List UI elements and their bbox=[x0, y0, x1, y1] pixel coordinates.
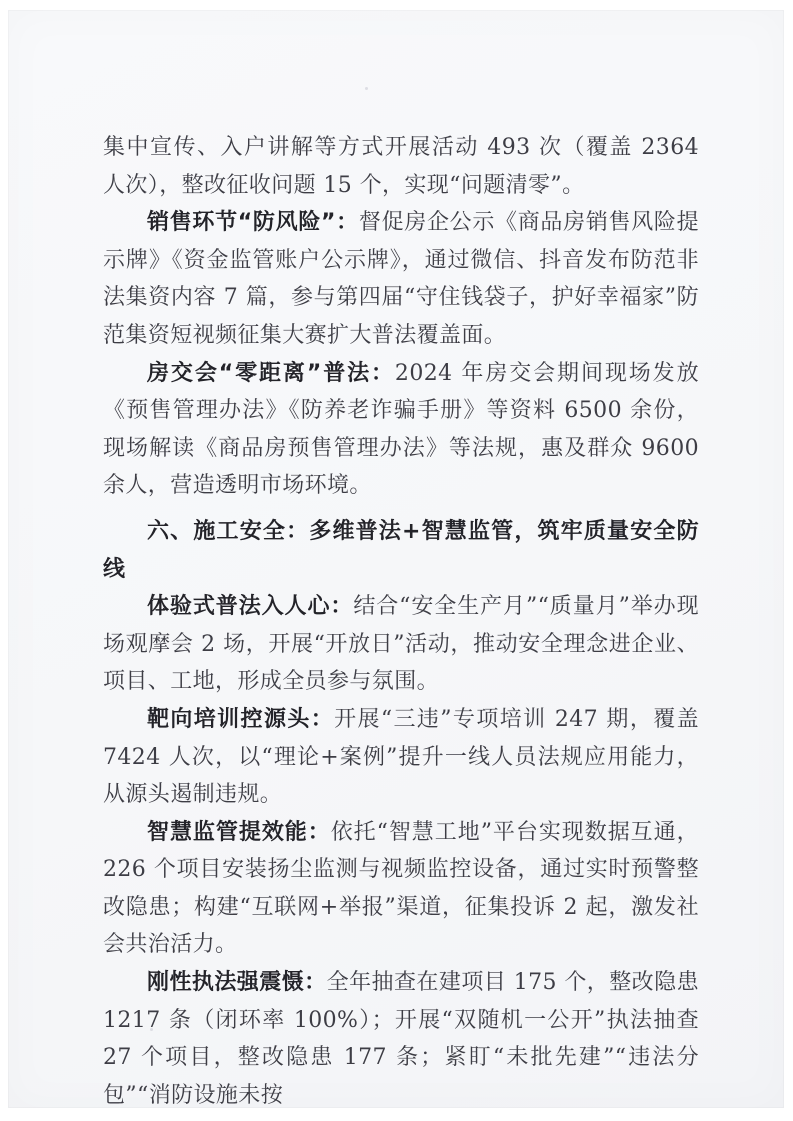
paragraph-text: 依托“智慧工地”平台实现数据互通，226 个项目安装扬尘监测与视频监控设备，通过实时预警整改隐患；构建“互联网+举报”渠道，征集投诉 2 起，激发社会共治活力。 bbox=[103, 819, 699, 958]
paragraph-lead-text: 六、施工安全：多维普法+智慧监管，筑牢质量安全防线 bbox=[103, 518, 699, 582]
paragraph bbox=[103, 355, 699, 505]
scan-speck bbox=[365, 87, 368, 90]
scanned-document-page bbox=[8, 10, 784, 1108]
paragraph-lead-text: 刚性执法强震慑： bbox=[147, 970, 327, 996]
document-text bbox=[103, 129, 699, 1114]
paragraph bbox=[103, 964, 699, 1114]
paragraph-lead-text: 体验式普法入人心： bbox=[147, 594, 354, 620]
paragraph-text: 开展“三违”专项培训 247 期，覆盖 7424 人次，以“理论+案例”提升一线人员法规应用能力，从源头遏制违规。 bbox=[103, 706, 699, 808]
paragraph-text: 督促房企公示《商品房销售风险提示牌》《资金监管账户公示牌》，通过微信、抖音发布防范非法集资内容 7 篇，参与第四届“守住钱袋子，护好幸福家”防范集资短视频征集大赛扩大普法覆盖面。 bbox=[103, 210, 699, 348]
paragraph-text: 集中宣传、入户讲解等方式开展活动 493 次（覆盖 2364 人次），整改征收问题 15 个，实现“问题清零”。 bbox=[103, 135, 699, 198]
paragraph-text: 结合“安全生产月”“质量月”举办现场观摩会 2 场，开展“开放日”活动，推动安全理念进企业、项目、工地，形成全员参与氛围。 bbox=[103, 594, 699, 695]
paragraph-text: 全年抽查在建项目 175 个，整改隐患 1217 条（闭环率 100%）；开展“双随机一公开”执法抽查 27 个项目，整改隐患 177 条；紧盯“未批先建”“违法分包”“消防设施未按 bbox=[103, 970, 699, 1108]
paragraph bbox=[103, 129, 699, 204]
paragraph bbox=[103, 588, 699, 701]
paragraph bbox=[103, 701, 699, 814]
paragraph bbox=[103, 204, 699, 354]
paragraph-lead-text: 销售环节“防风险”： bbox=[147, 210, 359, 236]
paragraph-lead-text: 智慧监管提效能： bbox=[147, 819, 331, 845]
paragraph bbox=[103, 814, 699, 964]
section-heading bbox=[103, 513, 699, 588]
paragraph-lead-text: 房交会“零距离”普法： bbox=[147, 360, 395, 386]
paragraph-lead-text: 靶向培训控源头： bbox=[147, 706, 335, 732]
paragraph-text: 2024 年房交会期间现场发放《预售管理办法》《防养老诈骗手册》等资料 6500 余份，现场解读《商品房预售管理办法》等法规，惠及群众 9600 余人，营造透明市场环境。 bbox=[103, 360, 699, 499]
